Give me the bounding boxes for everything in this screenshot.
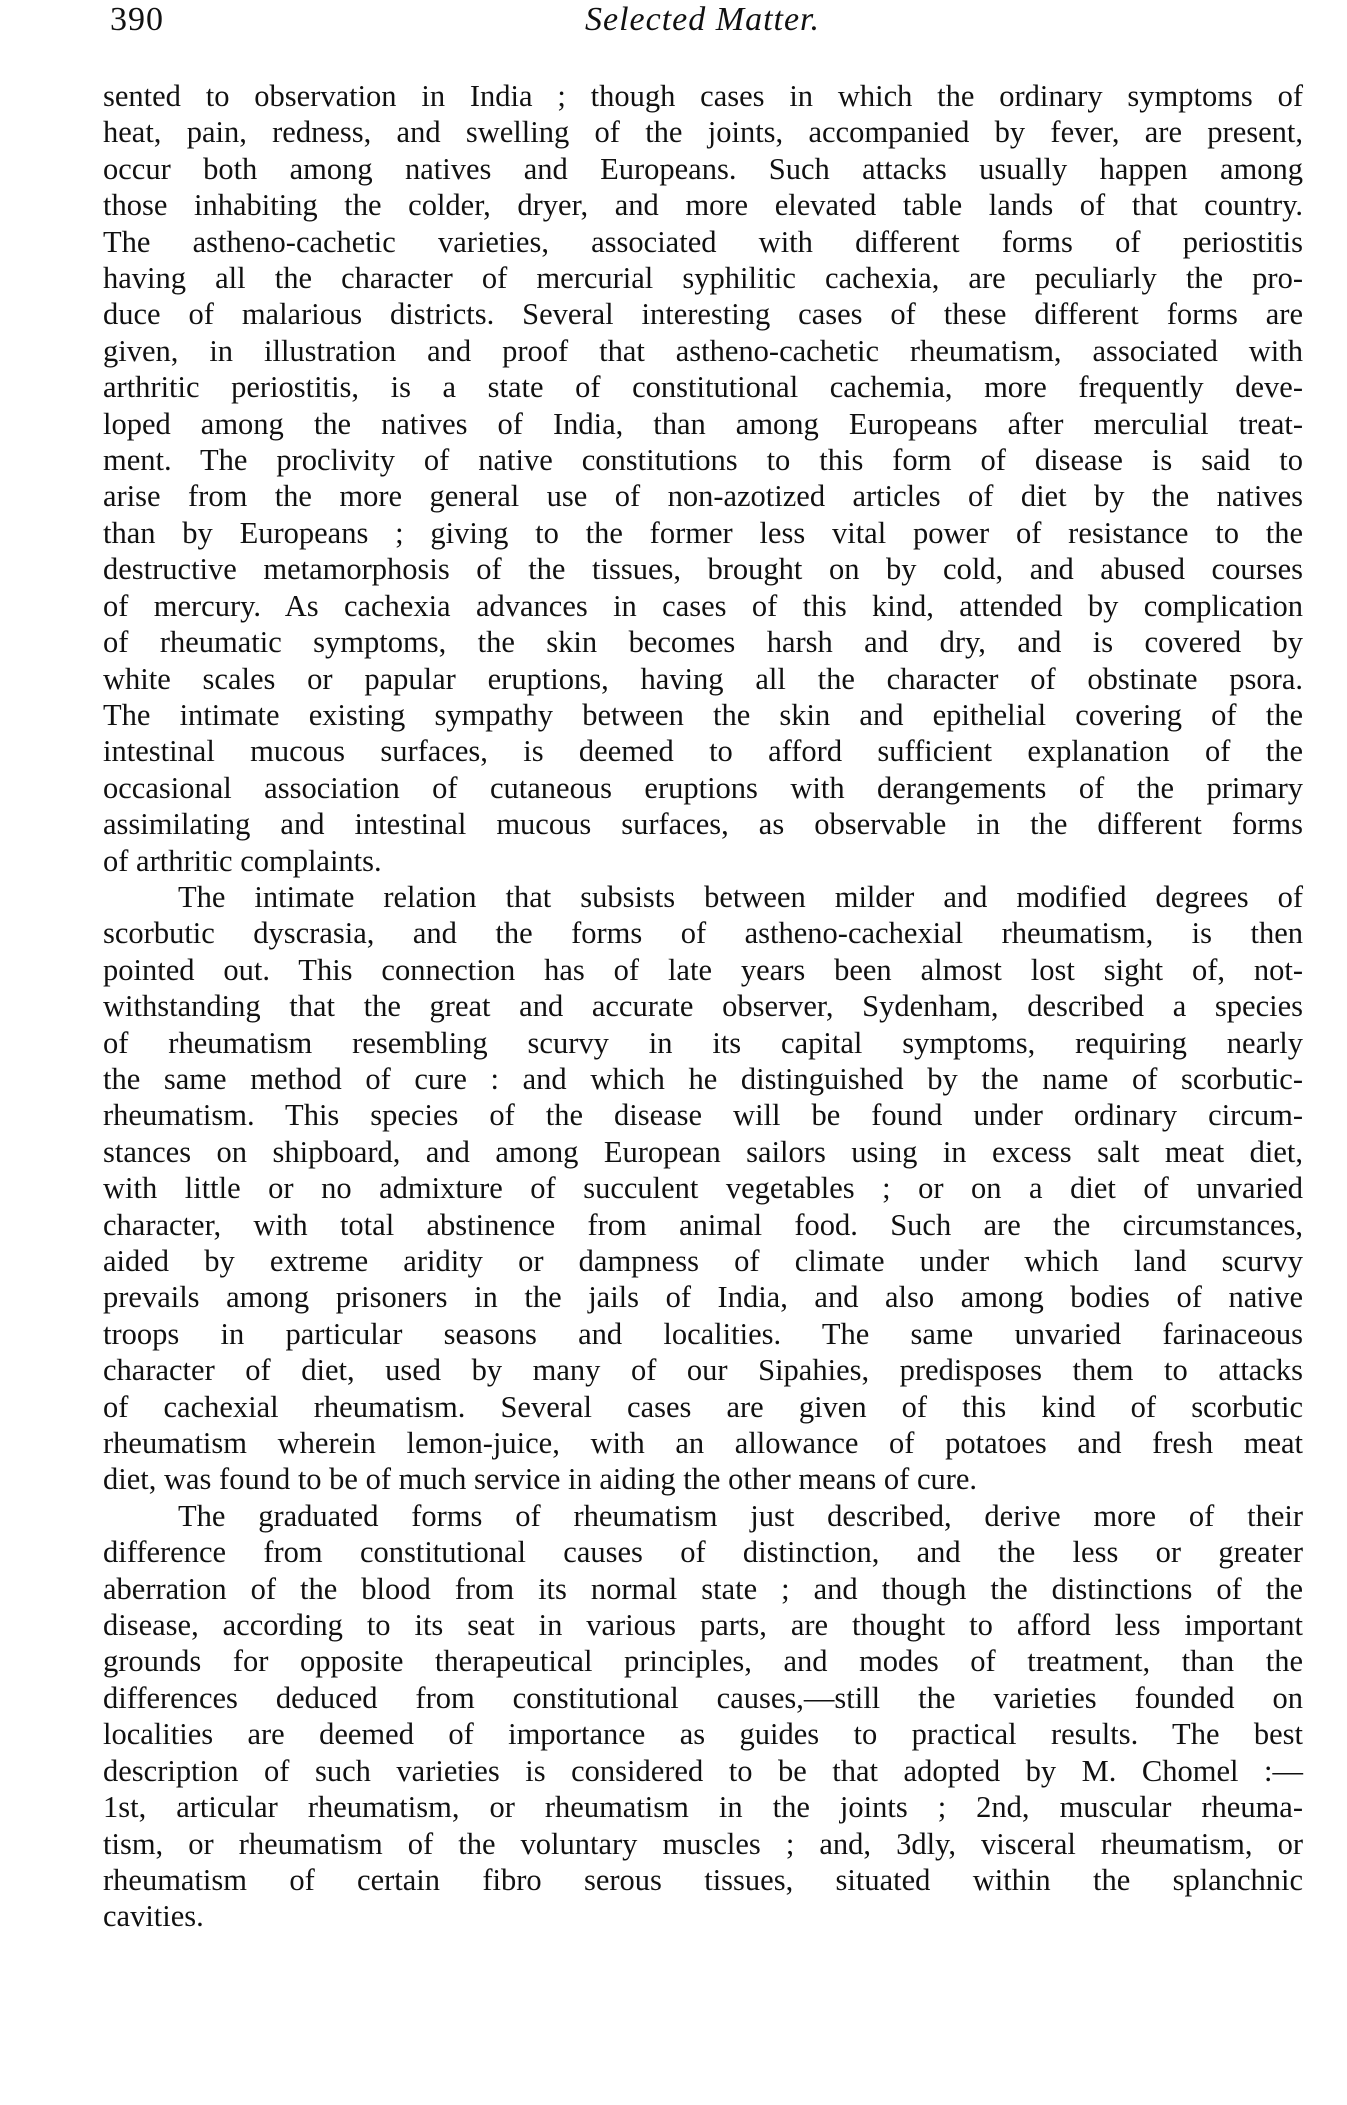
text-line: the same method of cure : and which he distinguished by the name of scorbutic- (103, 1061, 1303, 1096)
text-line: 1st, articular rheumatism, or rheumatism in the joints ; 2nd, muscular rheuma- (103, 1790, 1303, 1825)
text-line: destructive metamorphosis of the tissues, brought on by cold, and abused courses (103, 552, 1303, 587)
text-line: stances on shipboard, and among European sailors using in excess salt meat diet, (103, 1134, 1303, 1169)
text-line: scorbutic dyscrasia, and the forms of astheno-cachexial rheumatism, is then (103, 916, 1303, 951)
text-line: of rheumatic symptoms, the skin becomes harsh and dry, and is covered by (103, 625, 1303, 660)
text-line: The intimate relation that subsists between milder and modified degrees of (178, 879, 1303, 914)
text-line: tism, or rheumatism of the voluntary muscles ; and, 3dly, visceral rheumatism, or (103, 1826, 1303, 1861)
text-line: having all the character of mercurial syphilitic cachexia, are peculiarly the pro- (103, 261, 1303, 296)
text-line: rheumatism. This species of the disease will be found under ordinary circum- (103, 1098, 1303, 1133)
text-line: aberration of the blood from its normal state ; and though the distinctions of the (103, 1571, 1303, 1606)
text-line: withstanding that the great and accurate observer, Sydenham, described a species (103, 989, 1303, 1024)
text-line: aided by extreme aridity or dampness of climate under which land scurvy (103, 1244, 1303, 1278)
text-line: arise from the more general use of non-azotized articles of diet by the natives (103, 479, 1303, 514)
text-line: diet, was found to be of much service in aiding the other means of cure. (103, 1462, 978, 1497)
text-line: prevails among prisoners in the jails of India, and also among bodies of native (103, 1280, 1303, 1315)
text-line: with little or no admixture of succulent vegetables ; or on a diet of unvaried (103, 1171, 1303, 1206)
paragraph (103, 879, 1303, 1498)
text-line: differences deduced from constitutional causes,—still the varieties founded on (103, 1680, 1303, 1715)
text-line: grounds for opposite therapeutical principles, and modes of treatment, than the (103, 1644, 1303, 1679)
page-header (110, 0, 1295, 48)
page-number: 390 (110, 1, 164, 38)
text-line: description of such varieties is considered to be that adopted by M. Chomel :— (103, 1753, 1303, 1788)
body-text (103, 78, 1303, 1935)
text-line: rheumatism wherein lemon-juice, with an allowance of potatoes and fresh meat (103, 1426, 1303, 1461)
text-line: given, in illustration and proof that astheno-cachetic rheumatism, associated with (103, 333, 1303, 368)
text-line: difference from constitutional causes of distinction, and the less or greater (103, 1535, 1303, 1570)
text-line: sented to observation in India ; though cases in which the ordinary symptoms of (103, 79, 1303, 113)
text-line: The intimate existing sympathy between the skin and epithelial covering of the (103, 697, 1303, 732)
text-line: character, with total abstinence from animal food. Such are the circumstances, (103, 1207, 1303, 1242)
text-line: occur both among natives and Europeans. Such attacks usually happen among (103, 151, 1303, 186)
text-line: intestinal mucous surfaces, is deemed to afford sufficient explanation of the (103, 734, 1303, 769)
text-line: of rheumatism resembling scurvy in its capital symptoms, requiring nearly (103, 1025, 1303, 1060)
text-line: pointed out. This connection has of late years been almost lost sight of, not- (103, 952, 1303, 987)
running-head: Selected Matter. (584, 1, 821, 38)
paragraph (103, 1498, 1303, 1935)
text-line: than by Europeans ; giving to the former less vital power of resistance to the (103, 515, 1303, 550)
text-line: duce of malarious districts. Several interesting cases of these different forms are (103, 297, 1303, 332)
paragraph (103, 78, 1303, 879)
text-line: cavities. (103, 1899, 204, 1934)
text-line: troops in particular seasons and localities. The same unvaried farinaceous (103, 1316, 1303, 1351)
text-line: of cachexial rheumatism. Several cases are given of this kind of scorbutic (103, 1389, 1303, 1424)
text-line: loped among the natives of India, than among Europeans after merculial treat- (103, 406, 1303, 441)
text-line: those inhabiting the colder, dryer, and more elevated table lands of that country. (103, 188, 1303, 223)
text-line: of mercury. As cachexia advances in cases of this kind, attended by complication (103, 588, 1303, 623)
text-line: The graduated forms of rheumatism just described, derive more of their (178, 1498, 1303, 1533)
text-line: arthritic periostitis, is a state of constitutional cachemia, more frequently deve- (103, 370, 1303, 405)
text-line: white scales or papular eruptions, having all the character of obstinate psora. (103, 661, 1303, 696)
text-line: occasional association of cutaneous eruptions with derangements of the primary (103, 770, 1303, 805)
text-line: ment. The proclivity of native constitutions to this form of disease is said to (103, 443, 1303, 478)
text-line: The astheno-cachetic varieties, associated with different forms of periostitis (103, 224, 1303, 259)
text-line: disease, according to its seat in various parts, are thought to afford less important (103, 1608, 1303, 1643)
text-line: assimilating and intestinal mucous surfaces, as observable in the different forms (103, 807, 1303, 842)
text-line: localities are deemed of importance as guides to practical results. The best (103, 1717, 1303, 1752)
text-line: rheumatism of certain fibro serous tissues, situated within the splanchnic (103, 1862, 1303, 1897)
text-line: character of diet, used by many of our Sipahies, predisposes them to attacks (103, 1353, 1303, 1388)
text-line: heat, pain, redness, and swelling of the joints, accompanied by fever, are present, (103, 115, 1303, 150)
text-line: of arthritic complaints. (103, 843, 382, 878)
